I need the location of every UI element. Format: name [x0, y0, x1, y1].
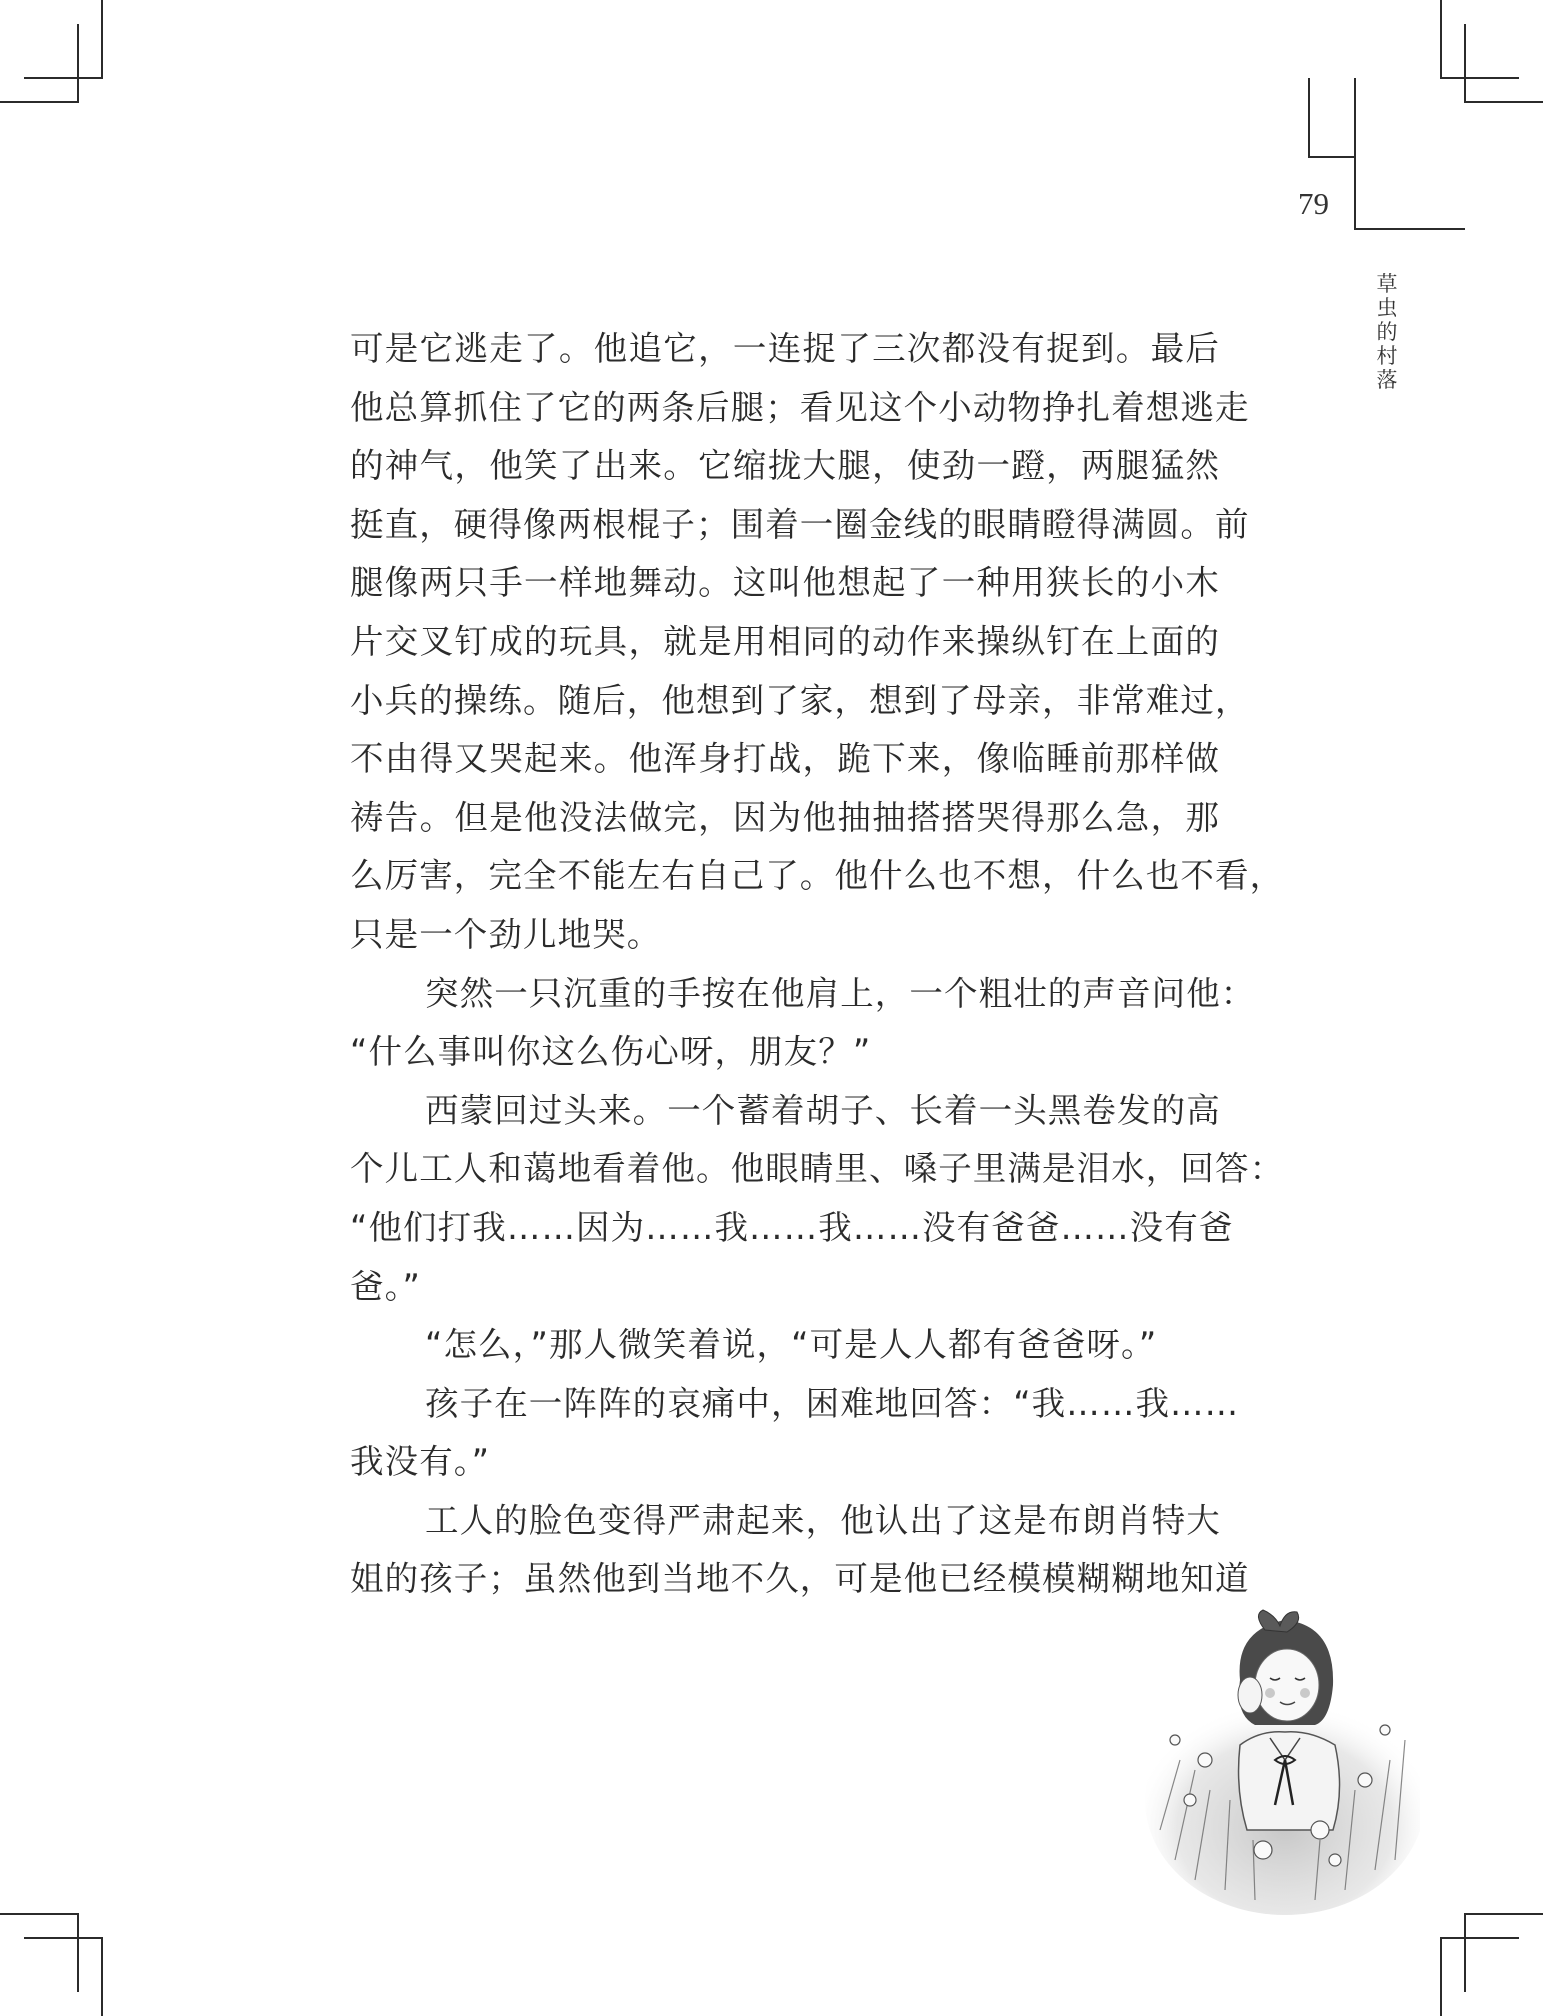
text-line: 个儿工人和蔼地看着他。他眼睛里、嗓子里满是泪水，回答： [350, 1149, 1285, 1189]
text-line: 可是它逃走了。他追它，一连捉了三次都没有捉到。最后 [350, 329, 1220, 368]
text-line: 只是一个劲儿地哭。 [350, 914, 662, 954]
text-line: 工人的脸色变得严肃起来，他认出了这是布朗肖特大 [425, 1500, 1221, 1540]
crop-mark [1464, 1913, 1543, 1915]
crop-mark [24, 1937, 103, 1939]
crop-mark [101, 0, 103, 79]
page-bracket [1308, 156, 1355, 158]
text-line: 孩子在一阵阵的哀痛中，困难地回答：“我……我…… [425, 1383, 1240, 1423]
body-text [350, 320, 1285, 1609]
text-line: 片交叉钉成的玩具，就是用相同的动作来操纵钉在上面的 [350, 621, 1220, 661]
text-line: 的神气，他笑了出来。它缩拢大腿，使劲一蹬，两腿猛然 [350, 446, 1220, 486]
crop-mark [1440, 77, 1519, 79]
page-bracket [1354, 228, 1465, 230]
text-line: 么厉害，完全不能左右自己了。他什么也不想，什么也不看， [350, 856, 1285, 896]
crop-mark [0, 1913, 79, 1915]
running-title-char: 草 [1376, 272, 1398, 296]
text-line: “怎么，”那人微笑着说，“可是人人都有爸爸呀。” [425, 1325, 1158, 1365]
crop-mark [24, 77, 103, 79]
crop-mark [1440, 0, 1442, 79]
page-number: 79 [1298, 186, 1329, 221]
text-line: 我没有。” [350, 1442, 491, 1482]
crop-mark [1440, 1937, 1442, 2016]
running-title-char: 的 [1376, 320, 1398, 344]
text-line: 爸。” [350, 1266, 421, 1306]
girl-illustration [1135, 1560, 1420, 1920]
crop-mark [101, 1937, 103, 2016]
text-line: “他们打我……因为……我……我……没有爸爸……没有爸 [350, 1207, 1234, 1247]
crop-mark [1464, 101, 1543, 103]
running-title-char: 落 [1376, 368, 1398, 392]
text-line: 不由得又哭起来。他浑身打战，跪下来，像临睡前那样做 [350, 739, 1220, 779]
crop-mark [1464, 24, 1466, 103]
crop-mark [77, 1913, 79, 1992]
text-line: 腿像两只手一样地舞动。这叫他想起了一种用狭长的小木 [350, 563, 1220, 603]
text-line: 姐的孩子；虽然他到当地不久，可是他已经模模糊糊地知道 [350, 1559, 1250, 1599]
crop-mark [1440, 1937, 1519, 1939]
running-title-char: 村 [1376, 344, 1398, 368]
text-line: “什么事叫你这么伤心呀，朋友？” [350, 1032, 872, 1072]
running-title [1372, 272, 1402, 392]
text-line: 西蒙回过头来。一个蓄着胡子、长着一头黑卷发的高 [425, 1090, 1221, 1130]
running-title-char: 虫 [1376, 296, 1398, 320]
text-line: 挺直，硬得像两根棍子；围着一圈金线的眼睛瞪得满圆。前 [350, 504, 1250, 544]
crop-mark [1464, 1913, 1466, 1992]
text-line: 祷告。但是他没法做完，因为他抽抽搭搭哭得那么急，那 [350, 797, 1220, 837]
text-line: 他总算抓住了它的两条后腿；看见这个小动物挣扎着想逃走 [350, 387, 1250, 427]
text-line: 突然一只沉重的手按在他肩上，一个粗壮的声音问他： [425, 973, 1256, 1013]
text-line: 小兵的操练。随后，他想到了家，想到了母亲，非常难过， [350, 680, 1250, 720]
page-bracket [1308, 78, 1310, 158]
crop-mark [0, 101, 79, 103]
page-bracket [1354, 78, 1356, 230]
crop-mark [77, 24, 79, 103]
